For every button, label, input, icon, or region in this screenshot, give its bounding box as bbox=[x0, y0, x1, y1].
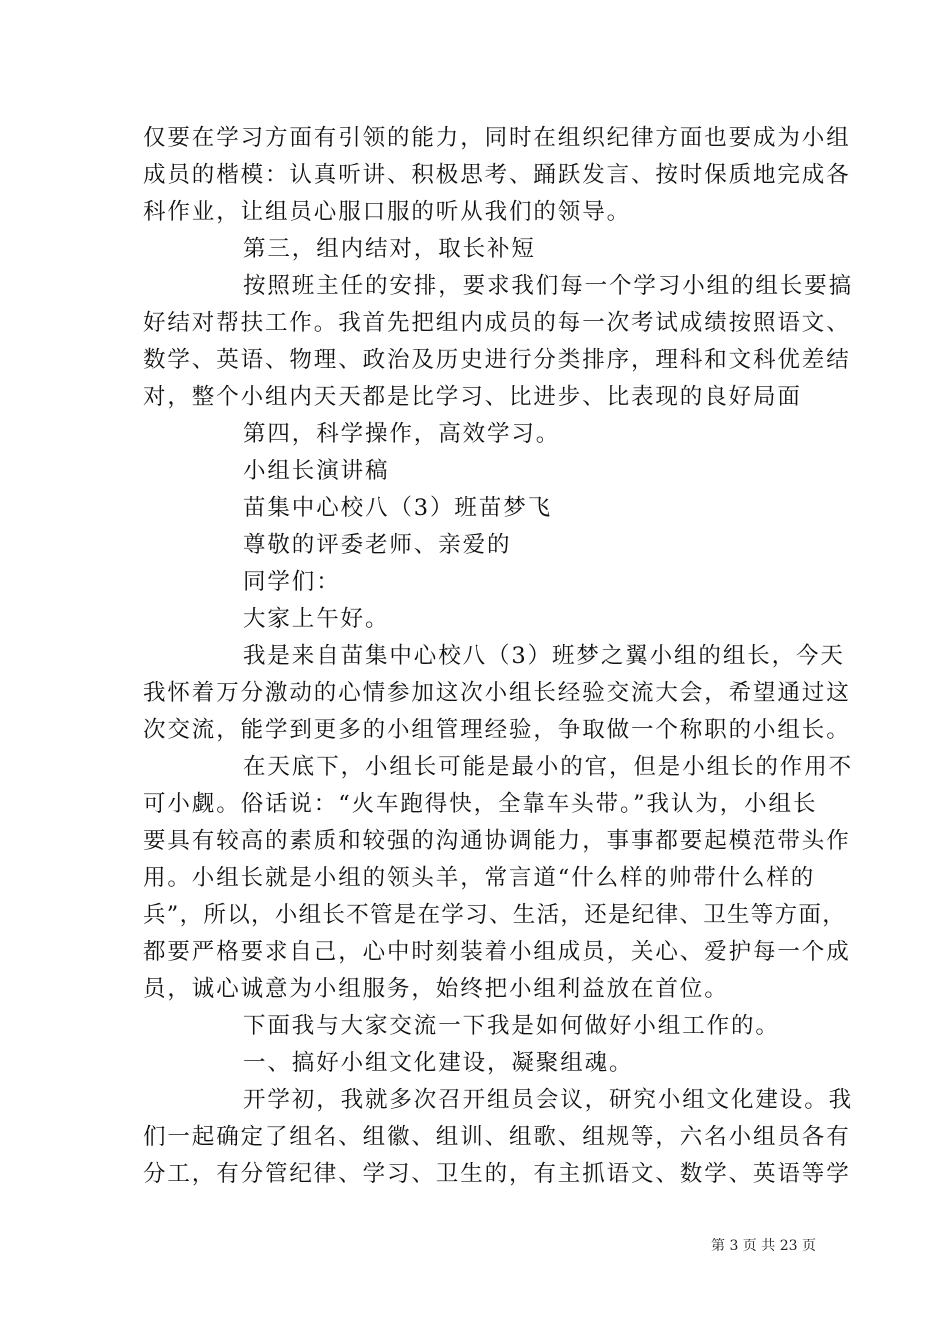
text-line: 都要严格要求自己，心中时刻装着小组成员，关心、爱护每一个成 bbox=[143, 939, 851, 965]
text-line: 可小觑。俗话说：“火车跑得快，全靠车头带。”我认为，小组长 bbox=[143, 791, 818, 817]
text-line: 在天底下，小组长可能是最小的官，但是小组长的作用不 bbox=[243, 754, 854, 780]
text-line: 下面我与大家交流一下我是如何做好小组工作的。 bbox=[243, 1013, 780, 1039]
text-line: 好结对帮扶工作。我首先把组内成员的每一次考试成绩按照语文、 bbox=[143, 310, 851, 336]
text-line: 们一起确定了组名、组徽、组训、组歌、组规等，六名小组员各有 bbox=[143, 1124, 851, 1150]
text-line: 兵”，所以，小组长不管是在学习、生活，还是纪律、卫生等方面， bbox=[143, 902, 847, 928]
text-line: 次交流，能学到更多的小组管理经验，争取做一个称职的小组长。 bbox=[143, 717, 851, 743]
salutation-line: 尊敬的评委老师、亲爱的 bbox=[243, 532, 512, 558]
salutation-line: 同学们： bbox=[243, 569, 341, 595]
text-line: 开学初，我就多次召开组员会议，研究小组文化建设。我 bbox=[243, 1087, 854, 1113]
text-line: 数学、英语、物理、政治及历史进行分类排序，理科和文科优差结 bbox=[143, 347, 851, 373]
text-line: 对，整个小组内天天都是比学习、比进步、比表现的良好局面 bbox=[143, 384, 802, 410]
section-heading: 第四，科学操作，高效学习。 bbox=[243, 421, 561, 447]
page-number-footer: 第 3 页 共 23 页 bbox=[711, 1238, 816, 1254]
text-line: 科作业，让组员心服口服的听从我们的领导。 bbox=[143, 199, 632, 225]
text-line: 我怀着万分激动的心情参加这次小组长经验交流大会，希望通过这 bbox=[143, 680, 851, 706]
text-line: 成员的楷模：认真听讲、积极思考、踊跃发言、按时保质地完成各 bbox=[143, 162, 851, 188]
text-line: 我是来自苗集中心校八（3）班梦之翼小组的组长，今天 bbox=[243, 643, 845, 669]
text-line: 分工，有分管纪律、学习、卫生的，有主抓语文、数学、英语等学 bbox=[143, 1161, 851, 1187]
text-line: 用。小组长就是小组的领头羊，常言道“什么样的帅带什么样的 bbox=[143, 865, 816, 891]
text-line: 仅要在学习方面有引领的能力，同时在组织纪律方面也要成为小组 bbox=[143, 125, 851, 151]
section-heading: 第三，组内结对，取长补短 bbox=[243, 236, 536, 262]
section-heading: 一、搞好小组文化建设，凝聚组魂。 bbox=[243, 1050, 634, 1076]
greeting-line: 大家上午好。 bbox=[243, 606, 390, 632]
text-line: 按照班主任的安排，要求我们每一个学习小组的组长要搞 bbox=[243, 273, 854, 299]
speaker-line: 苗集中心校八（3）班苗梦飞 bbox=[243, 495, 553, 521]
text-line: 员，诚心诚意为小组服务，始终把小组利益放在首位。 bbox=[143, 976, 729, 1002]
text-line: 要具有较高的素质和较强的沟通协调能力，事事都要起模范带头作 bbox=[143, 828, 851, 854]
speech-title: 小组长演讲稿 bbox=[243, 458, 390, 484]
